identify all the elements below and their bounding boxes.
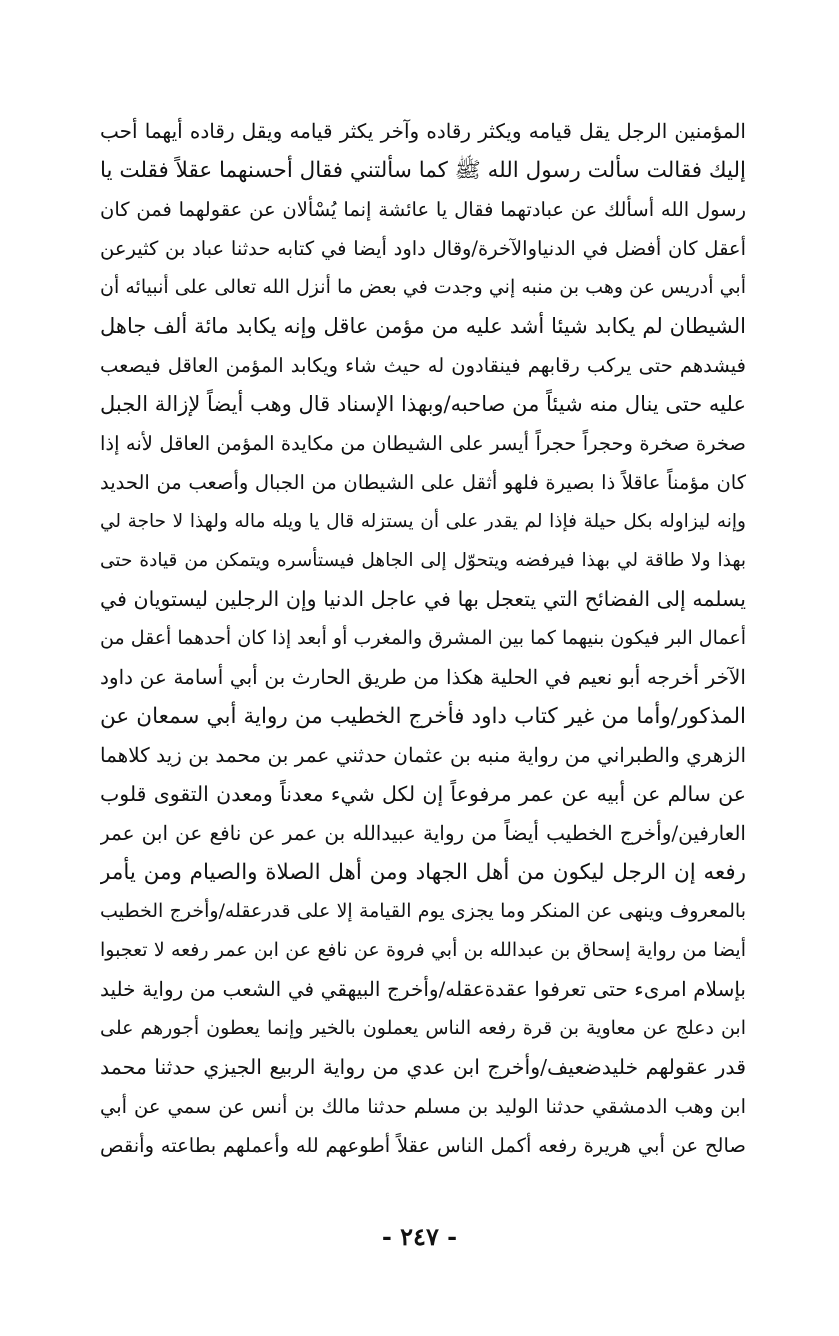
text-line: صخرة صخرة وحجراً حجراً أيسر على الشيطان من مكايدة المؤمن العاقل لأنه إذا xyxy=(100,432,746,455)
text-line: صالح عن أبي هريرة رفعه أكمل الناس عقلاً أطوعهم لله وأعملهم بطاعته وأنقص xyxy=(100,1134,746,1157)
text-line: أعقل كان أفضل في الدنياوالآخرة/وقال داود أيضا في كتابه حدثنا عباد بن كثيرعن xyxy=(100,237,746,260)
text-line: بالمعروف وينهى عن المنكر وما يجزى يوم القيامة إلا على قدرعقله/وأخرج الخطيب xyxy=(100,900,746,922)
text-line: أعمال البر فيكون بنيهما كما بين المشرق والمغرب أو أبعد إذا كان أحدهما أعقل من xyxy=(100,627,746,649)
text-line: العارفين/وأخرج الخطيب أيضاً من رواية عبيدالله بن عمر عن نافع عن ابن عمر xyxy=(100,821,746,845)
text-line: وإنه ليزاوله بكل حيلة فإذا لم يقدر على أن يستزله قال يا ويله ماله ولهذا لا حاجة لي xyxy=(100,511,746,532)
text-line: قدر عقولهم خليدضعيف/وأخرج ابن عدي من رواية الربيع الجيزي حدثنا محمد xyxy=(100,1055,746,1079)
text-line: إليك فقالت سألت رسول الله ﷺ كما سألتني فقال أحسنهما عقلاً فقلت يا xyxy=(100,158,746,183)
text-line: رسول الله أسألك عن عبادتهما فقال يا عائشة إنما يُسْألان عن عقولهما فمن كان xyxy=(100,198,746,221)
text-line: ابن وهب الدمشقي حدثنا الوليد بن مسلم حدثنا مالك بن أنس عن سمي عن أبي xyxy=(100,1095,746,1118)
text-line: عن سالم عن أبيه عن عمر مرفوعاً إن لكل شيء معدناً ومعدن التقوى قلوب xyxy=(100,782,746,806)
page-number: - ٢٤٧ - xyxy=(381,1222,458,1251)
text-line: المذكور/وأما من غير كتاب داود فأخرج الخطيب من رواية أبي سمعان عن xyxy=(100,704,746,729)
text-line: فيشدهم حتى يركب رقابهم فينقادون له حيث شاء ويكابد المؤمن العاقل فيصعب xyxy=(100,354,746,377)
text-line: ابن دعلج عن معاوية بن قرة رفعه الناس يعملون بالخير وإنما يعطون أجورهم على xyxy=(100,1017,746,1039)
text-line: رفعه إن الرجل ليكون من أهل الجهاد ومن أهل الصلاة والصيام ومن يأمر xyxy=(100,860,746,885)
text-line: أيضا من رواية إسحاق بن عبدالله بن أبي فروة عن نافع عن ابن عمر رفعه لا تعجبوا xyxy=(100,939,746,961)
text-line: بإسلام امرىء حتى تعرفوا عقدةعقله/وأخرج البيهقي في الشعب من رواية خليد xyxy=(100,977,746,1001)
text-line: الشيطان لم يكابد شيئا أشد عليه من مؤمن عاقل وإنه يكابد مائة ألف جاهل xyxy=(100,314,746,338)
text-line: كان مؤمناً عاقلاً ذا بصيرة فلهو أثقل على الشيطان من الجبال وأصعب من الحديد xyxy=(100,471,746,494)
text-line: أبي أدريس عن وهب بن منبه إني وجدت في بعض ما أنزل الله تعالى على أنبيائه أن xyxy=(100,276,746,298)
text-line: يسلمه إلى الفضائح التي يتعجل بها في عاجل الدنيا وإن الرجلين ليستويان في xyxy=(100,587,746,611)
text-line: عليه حتى ينال منه شيئاً من صاحبه/وبهذا الإسناد قال وهب أيضاً لإزالة الجبل xyxy=(100,392,746,416)
text-line: بهذا ولا طاقة لي بهذا فيرفضه ويتحوّل إلى الجاهل فيستأسره ويتمكن من قيادة حتى xyxy=(100,550,746,571)
text-line: الآخر أخرجه أبو نعيم في الحلية هكذا من طريق الحارث بن أبي أسامة عن داود xyxy=(100,665,746,689)
body-text xyxy=(100,112,746,1165)
text-line: الزهري والطبراني من رواية منبه بن عثمان حدثني عمر بن محمد بن زيد كلاهما xyxy=(100,743,746,767)
text-line: المؤمنين الرجل يقل قيامه ويكثر رقاده وآخر يكثر قيامه ويقل رقاده أيهما أحب xyxy=(100,119,746,143)
